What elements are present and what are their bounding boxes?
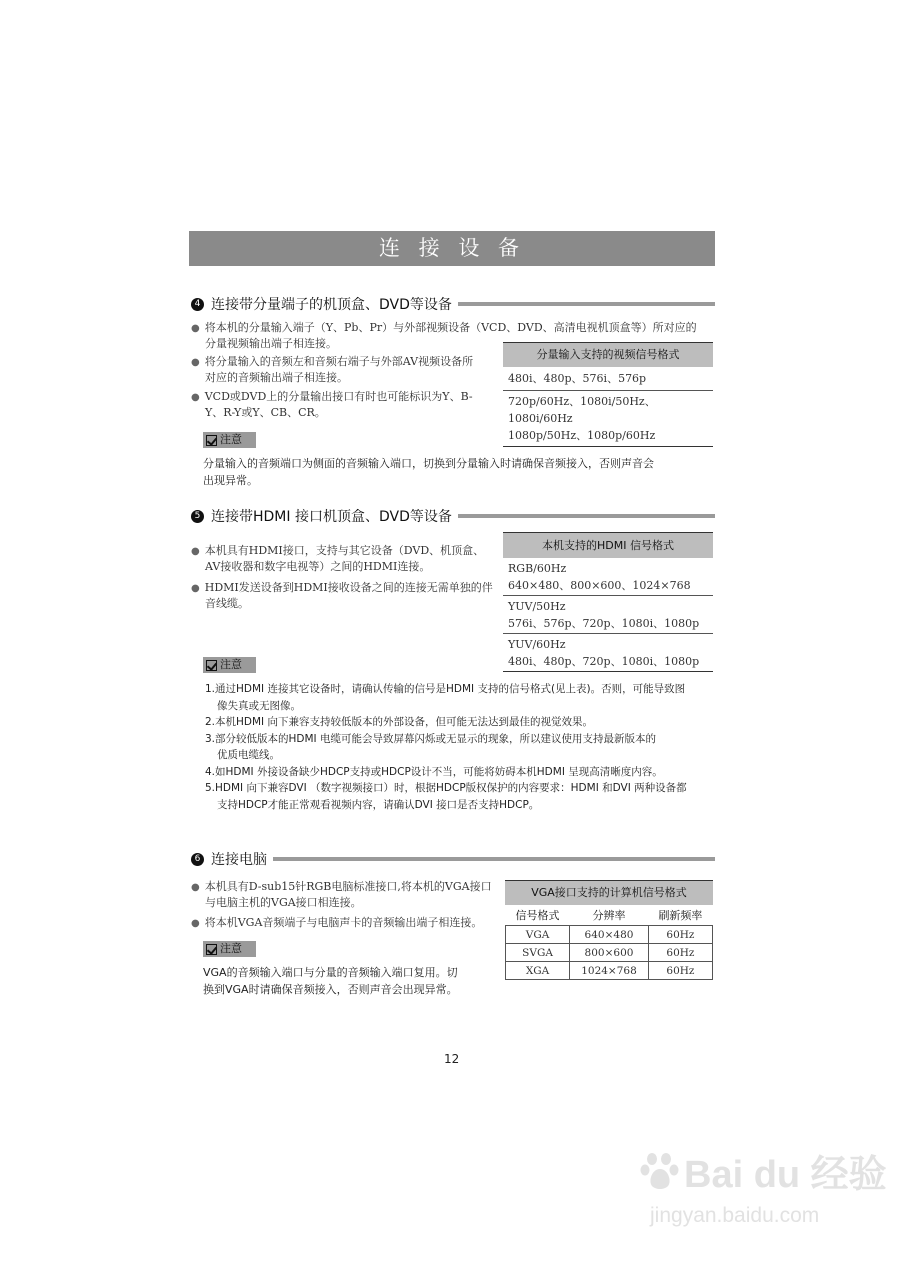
section-number: 4 xyxy=(191,298,204,311)
bullet-dot-icon: ● xyxy=(191,918,200,929)
bullet-dot-icon: ● xyxy=(191,323,200,334)
note-badge: 注意 xyxy=(203,432,256,448)
bullet-item: ● 本机具有HDMI接口，支持与其它设备（DVD、机顶盒、 AV接收器和数字电视等）之间的HDMI连接。 xyxy=(191,544,485,573)
column-header: 分辨率 xyxy=(570,905,649,926)
table-row: YUV/50Hz 576i、576p、720p、1080i、1080p xyxy=(503,596,713,634)
bullet-item: ● VCD或DVD上的分量输出接口有时也可能标识为Y、B- Y、R-Y或Y、CB、CR。 xyxy=(191,390,473,419)
hdmi-format-table xyxy=(503,532,713,672)
table-row: SVGA 800×600 60Hz xyxy=(506,944,713,962)
section-title: 连接带分量端子的机顶盒、DVD等设备 xyxy=(211,297,452,313)
table-row: XGA 1024×768 60Hz xyxy=(506,962,713,980)
note-item: 5.HDMI 向下兼容DVI （数字视频接口）时，根据HDCP版权保护的内容要求：HDMI 和DVI 两种设备都 支持HDCP才能正常观看视频内容，请确认DVI 接口是否支持HDCP。 xyxy=(205,782,687,811)
vga-format-table xyxy=(505,880,713,980)
note-text: VGA的音频输入端口与分量的音频输入端口复用。切 换到VGA时请确保音频接入，否则声音会出现异常。 xyxy=(203,966,458,996)
watermark-url: jingyan.baidu.com xyxy=(650,1204,820,1227)
note-item: 3.部分较低版本的HDMI 电缆可能会导致屏幕闪烁或无显示的现象，所以建议使用支持最新版本的 优质电缆线。 xyxy=(205,732,656,761)
column-header: 信号格式 xyxy=(506,905,570,926)
section-rule xyxy=(458,302,715,306)
component-format-table xyxy=(503,342,713,447)
section-number: 5 xyxy=(191,510,204,523)
note-badge: 注意 xyxy=(203,657,256,673)
note-text: 分量输入的音频端口为侧面的音频输入端口，切换到分量输入时请确保音频接入，否则声音会 出现异常。 xyxy=(203,457,654,487)
bullet-dot-icon: ● xyxy=(191,546,200,557)
bullet-dot-icon: ● xyxy=(191,882,200,893)
bullet-item: ● 将本机VGA音频端子与电脑声卡的音频输出端子相连接。 xyxy=(191,916,483,929)
table-row: 480i、480p、576i、576p xyxy=(503,367,713,391)
section-5-header xyxy=(191,506,715,526)
checkbox-note-icon xyxy=(206,435,217,446)
page-banner: 连 接 设 备 xyxy=(189,231,715,266)
section-rule xyxy=(458,514,715,518)
bullet-dot-icon: ● xyxy=(191,357,200,368)
bullet-item: ● HDMI发送设备到HDMI接收设备之间的连接无需单独的伴 音线缆。 xyxy=(191,581,493,610)
bullet-item: ● 将本机的分量输入端子（Y、Pb、Pr）与外部视频设备（VCD、DVD、高清电视机顶盒等）所对应的 分量视频输出端子相连接。 xyxy=(191,321,697,350)
section-title: 连接带HDMI 接口机顶盒、DVD等设备 xyxy=(211,509,452,525)
section-number: 6 xyxy=(191,853,204,866)
note-list xyxy=(205,681,717,813)
note-item: 2.本机HDMI 向下兼容支持较低版本的外部设备，但可能无法达到最佳的视觉效果。 xyxy=(205,716,593,728)
table-row: RGB/60Hz 640×480、800×600、1024×768 xyxy=(503,558,713,596)
table-header: 本机支持的HDMI 信号格式 xyxy=(503,533,713,558)
section-6-header xyxy=(191,849,715,869)
table-header: VGA接口支持的计算机信号格式 xyxy=(505,880,713,905)
column-header: 刷新频率 xyxy=(648,905,712,926)
table-row: YUV/60Hz 480i、480p、720p、1080i、1080p xyxy=(503,634,713,672)
table-row: 720p/60Hz、1080i/50Hz、1080i/60Hz 1080p/50Hz、1080p/60Hz xyxy=(503,391,713,447)
section-title: 连接电脑 xyxy=(211,852,267,868)
checkbox-note-icon xyxy=(206,660,217,671)
vga-table-grid xyxy=(505,905,713,980)
bullet-dot-icon: ● xyxy=(191,392,200,403)
note-item: 4.如HDMI 外接设备缺少HDCP支持或HDCP设计不当，可能将妨碍本机HDMI 呈现高清晰度内容。 xyxy=(205,765,663,778)
page-number: 12 xyxy=(444,1052,460,1066)
checkbox-note-icon xyxy=(206,944,217,955)
table-header: 分量输入支持的视频信号格式 xyxy=(503,343,713,367)
section-4-header xyxy=(191,294,715,314)
bullet-item: ● 本机具有D-sub15针RGB电脑标准接口,将本机的VGA接口 与电脑主机的VGA接口相连接。 xyxy=(191,880,492,909)
baidu-watermark xyxy=(640,1143,887,1228)
watermark-brand: Bai du 经验 xyxy=(684,1154,887,1196)
section-rule xyxy=(273,857,715,861)
table-row: VGA 640×480 60Hz xyxy=(506,926,713,944)
paw-logo-icon xyxy=(640,1151,680,1191)
note-badge: 注意 xyxy=(203,941,256,957)
bullet-item: ● 将分量输入的音频左和音频右端子与外部AV视频设备所 对应的音频输出端子相连接。 xyxy=(191,355,474,384)
bullet-dot-icon: ● xyxy=(191,583,200,594)
note-item: 1.通过HDMI 连接其它设备时，请确认传输的信号是HDMI 支持的信号格式(见上表)。否则，可能导致图 像失真或无图像。 xyxy=(205,683,686,712)
